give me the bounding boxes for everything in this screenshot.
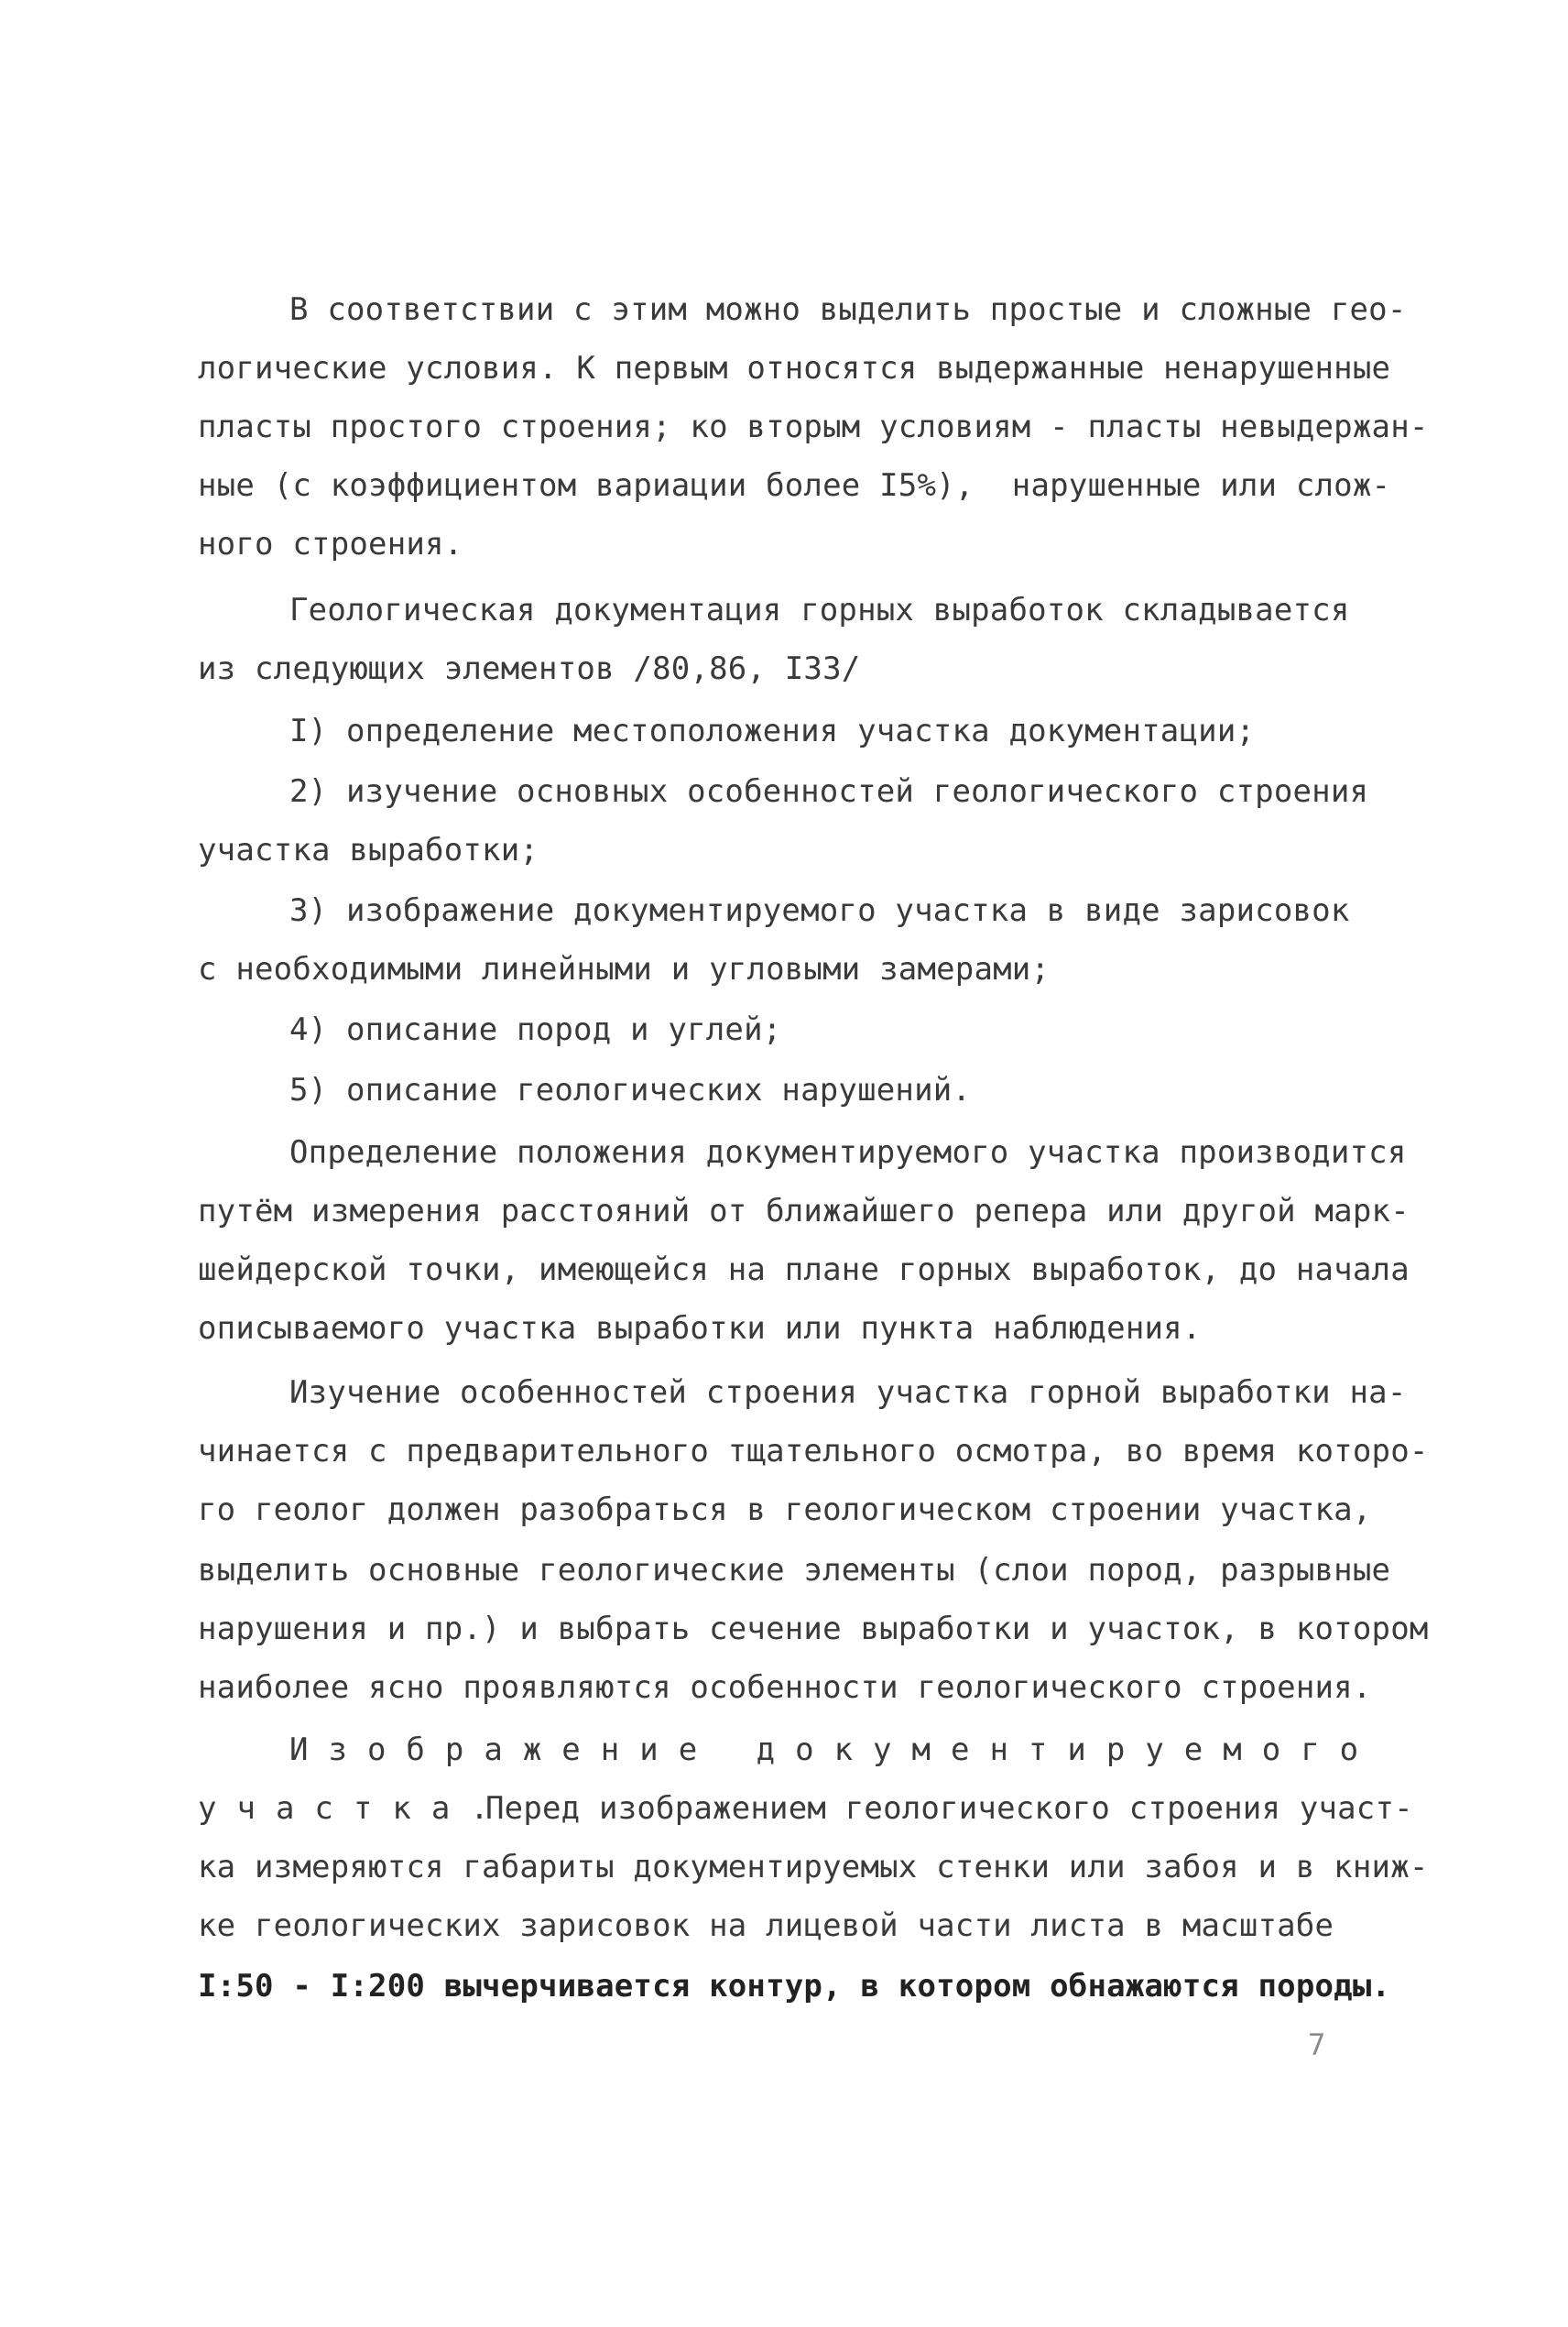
- list-item: 5) описание геологических нарушений.: [289, 1072, 972, 1109]
- text-line: ные (с коэффициентом вариации более I5%), нарушенные или слож-: [198, 467, 1391, 504]
- text-line: го геолог должен разобраться в геологическом строении участка,: [198, 1491, 1372, 1528]
- list-item: I) определение местоположения участка документации;: [289, 713, 1256, 749]
- text-line: Определение положения документируемого участка производится: [289, 1134, 1407, 1171]
- text-line: пласты простого строения; ко вторым условиям - пласты невыдержан-: [198, 409, 1429, 445]
- text-line: ного строения.: [198, 526, 463, 563]
- text-line: I:50 - I:200 вычерчивается контур, в котором обнажаются породы.: [198, 1968, 1391, 2005]
- text-line: чинается с предварительного тщательного осмотра, во время которо-: [198, 1433, 1429, 1469]
- text-line: участка выработки;: [198, 832, 539, 869]
- text-line: шейдерской точки, имеющейся на плане горных выработок, до начала: [198, 1251, 1410, 1288]
- page-number: 7: [1308, 2027, 1326, 2062]
- section-heading: Изображение документируемого: [289, 1732, 1379, 1768]
- text-line: описываемого участка выработки или пункта наблюдения.: [198, 1310, 1202, 1347]
- text-line: ке геологических зарисовок на лицевой части листа в масштабе: [198, 1907, 1334, 1944]
- text-line: с необходимыми линейными и угловыми замерами;: [198, 951, 1051, 988]
- text-line: логические условия. К первым относятся выдержанные ненарушенные: [198, 350, 1391, 387]
- text-line: из следующих элементов /80,86, I33/: [198, 650, 861, 687]
- text-line: выделить основные геологические элементы (слои пород, разрывные: [198, 1552, 1391, 1589]
- text-line: Перед изображением геологического строения участ-: [485, 1790, 1413, 1827]
- list-item: 4) описание пород и углей;: [289, 1011, 782, 1048]
- text-line: путём измерения расстояний от ближайшего репера или другой марк-: [198, 1193, 1410, 1229]
- text-line: Изучение особенностей строения участка горной выработки на-: [289, 1374, 1407, 1411]
- text-line: наиболее ясно проявляются особенности геологического строения.: [198, 1669, 1372, 1706]
- list-item: 2) изучение основных особенностей геологического строения: [289, 773, 1369, 810]
- section-heading: участка.: [198, 1790, 509, 1827]
- text-line: В соответствии с этим можно выделить простые и сложные гео-: [289, 291, 1407, 328]
- text-line: нарушения и пр.) и выбрать сечение выработки и участок, в котором: [198, 1611, 1429, 1647]
- list-item: 3) изображение документируемого участка в виде зарисовок: [289, 892, 1350, 929]
- text-line: ка измеряются габариты документируемых стенки или забоя и в книж-: [198, 1849, 1429, 1885]
- text-line: Геологическая документация горных выработок складывается: [289, 592, 1350, 628]
